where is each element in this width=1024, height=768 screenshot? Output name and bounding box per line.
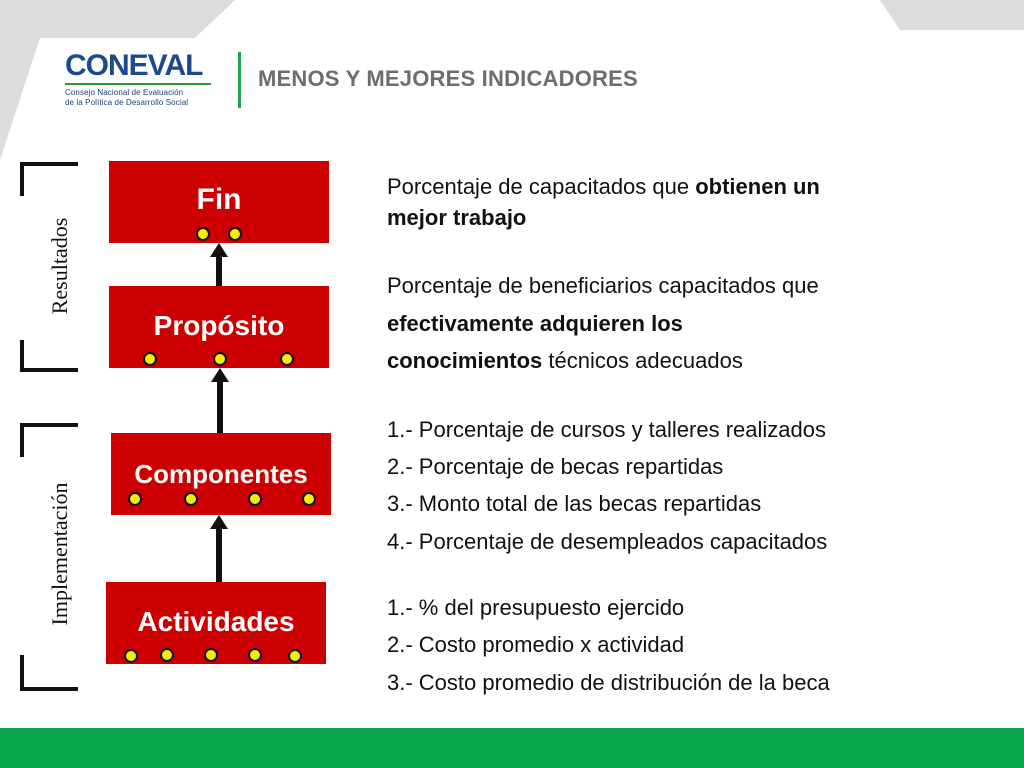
indicator-actividades-3: 3.- Costo promedio de distribución de la beca [387,670,830,695]
dot-actividades-1 [124,649,138,663]
level-box-componentes [111,433,331,515]
dot-actividades-4 [248,648,262,662]
indicator-actividades-2: 2.- Costo promedio x actividad [387,632,685,657]
level-label-proposito: Propósito [153,310,285,341]
level-label-actividades: Actividades [137,606,295,637]
indicator-fin-line2 [387,205,526,231]
indicator-proposito-bold-line2: efectivamente adquieren los [387,311,683,336]
level-box-fin [109,161,329,243]
dot-proposito-2 [213,352,227,366]
arrow-head-componentes-to-proposito [211,368,229,382]
footer-green-band [0,728,1024,768]
bracket-implementacion-bottom [20,655,78,691]
arrow-shaft-proposito-to-fin [216,256,222,286]
bracket-resultados-top [20,162,78,196]
level-label-fin: Fin [196,183,242,216]
indicator-proposito-line3 [387,348,743,374]
coneval-logo [65,50,215,114]
dot-fin-2 [228,227,242,241]
logo-subtitle-line2: de la Política de Desarrollo Social [65,98,189,107]
indicator-componentes-4: 4.- Porcentaje de desempleados capacitados [387,529,828,554]
dot-componentes-2 [184,492,198,506]
logo-underline [65,83,211,85]
logo-word-part1: CON [65,49,129,82]
indicator-fin-line1 [387,174,820,200]
dot-actividades-5 [288,649,302,663]
indicator-proposito-plain-line3: técnicos adecuados [542,348,743,373]
slide-title: MENOS Y MEJORES INDICADORES [258,66,638,91]
side-label-implementacion: Implementación [47,482,72,626]
dot-componentes-1 [128,492,142,506]
indicator-proposito-line2 [387,311,683,337]
logo-subtitle-line1: Consejo Nacional de Evaluación [65,88,184,97]
arrow-head-proposito-to-fin [210,243,228,257]
indicator-componentes-1: 1.- Porcentaje de cursos y talleres realizados [387,417,826,442]
dot-proposito-1 [143,352,157,366]
indicator-proposito-line1: Porcentaje de beneficiarios capacitados que [387,273,819,298]
bracket-resultados-bottom [20,340,78,372]
indicator-componentes-2: 2.- Porcentaje de becas repartidas [387,454,724,479]
logo-word-part2: EVAL [128,49,203,82]
indicator-fin-bold-1: obtienen un [695,174,820,199]
indicator-fin-plain: Porcentaje de capacitados que [387,174,696,199]
dot-proposito-3 [280,352,294,366]
logo-wordmark [65,50,202,82]
arrow-head-actividades-to-componentes [210,515,228,529]
level-label-componentes: Componentes [134,459,308,489]
indicator-fin-bold-2: mejor trabajo [387,205,527,230]
dot-componentes-4 [302,492,316,506]
indicator-componentes-3: 3.- Monto total de las becas repartidas [387,491,762,516]
arrow-shaft-componentes-to-proposito [217,381,223,433]
indicator-actividades-1: 1.- % del presupuesto ejercido [387,595,685,620]
side-label-resultados: Resultados [47,217,72,315]
dot-componentes-3 [248,492,262,506]
header-divider [238,52,241,108]
dot-actividades-2 [160,648,174,662]
bracket-implementacion-top [20,423,78,457]
indicator-proposito-bold-line3: conocimientos [387,348,543,373]
dot-fin-1 [196,227,210,241]
arrow-shaft-actividades-to-componentes [216,528,222,582]
dot-actividades-3 [204,648,218,662]
